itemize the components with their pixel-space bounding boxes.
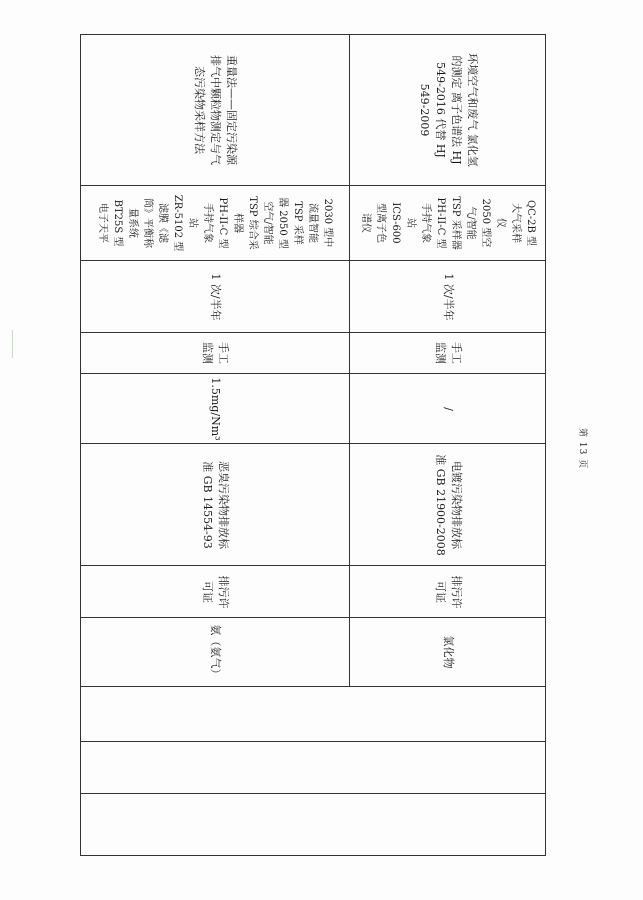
row1-permit-cell <box>80 565 350 618</box>
row1-pollutant: 氨（氨气） <box>209 624 222 680</box>
row2-frequency: 1 次/半年 <box>441 272 455 321</box>
row1-permit: 排污许 可证 <box>201 575 230 608</box>
row2-method: 环境空气和废气 氯化氢 的测定 离子色谱法 HJ 549-2016 代替 HJ 549-2009 <box>417 53 479 167</box>
row2-standard: 电镀污染物排放标 准 GB 21900-2008 <box>433 453 463 556</box>
row1-method: 重量法——固定污染源 排气中颗粒物测定与气 态污染物采样方法 <box>193 55 238 165</box>
row1-standard: 恶臭污染物排放标 准 GB 14554-93 <box>201 460 230 549</box>
empty-row-1 <box>80 686 546 742</box>
row1-frequency-cell <box>80 260 350 333</box>
row2-monitor-type: 手工 监测 <box>433 342 463 364</box>
row2-permit-cell <box>349 565 546 618</box>
row1-limit: 1.5mg/Nm³ <box>209 376 222 441</box>
empty-row-3 <box>80 793 546 856</box>
row1-pollutant-cell <box>80 617 350 687</box>
row2-monitor-type-cell <box>349 332 546 374</box>
row1-standard-cell <box>80 443 350 566</box>
row2-limit: / <box>441 406 455 411</box>
row1-equipment: 2030 型中 流量智能 TSP 采样 器 2050 型 空气/智能 TSP 综合采 样器 PH-II-C 型 手持气象 站 ZR-5102 型 滤膜《滤 筒》平衡称 量系统 BT25S 型 电子天平 <box>97 194 333 252</box>
empty-row-2 <box>80 741 546 794</box>
row1-monitor-type: 手工 监测 <box>201 342 230 364</box>
row1-method-cell <box>80 34 350 186</box>
row2-frequency-cell <box>349 260 546 333</box>
row2-standard-cell <box>349 443 546 566</box>
row2-equipment-cell <box>349 185 546 261</box>
row2-limit-cell <box>349 373 546 444</box>
row2-pollutant-cell <box>349 617 546 687</box>
row2-equipment: QC-2B 型 大气采样 仪 2050 型空 气/智能 TSP 采样器 PH-II-C 型 手持气象 站 ICS-600 型离子色 谱仪 <box>359 196 536 250</box>
row1-limit-cell <box>80 373 350 444</box>
row2-method-cell <box>349 34 546 186</box>
row2-permit: 排污许 可证 <box>433 575 463 608</box>
row1-monitor-type-cell <box>80 332 350 374</box>
row1-frequency: 1 次/半年 <box>209 272 222 321</box>
page-number: 第 13 页 <box>577 428 587 470</box>
row2-pollutant: 氯化物 <box>441 635 455 669</box>
row1-equipment-cell <box>80 185 350 261</box>
margin-mark <box>12 330 21 358</box>
